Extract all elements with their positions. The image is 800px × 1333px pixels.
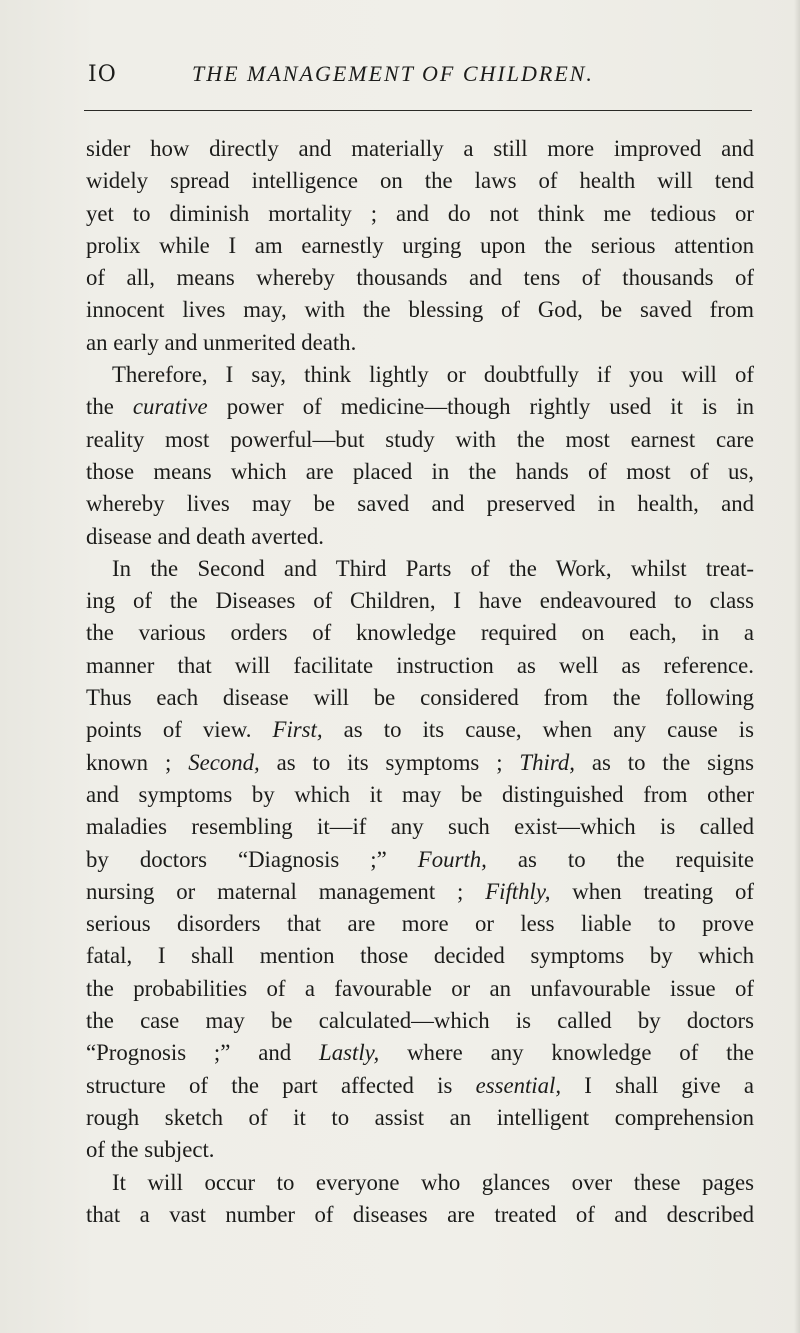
page-edge-shadow: [794, 0, 800, 1333]
header-rule: [84, 110, 752, 111]
italic-term: essential,: [475, 1072, 562, 1098]
text-line: sider how directly and materially a still more improved and: [86, 136, 754, 161]
page-header: [88, 62, 748, 92]
italic-term: Lastly,: [319, 1040, 380, 1066]
text-line: that a vast number of diseases are treated of and described: [86, 1201, 754, 1227]
paragraph-end-line: an early and unmerited death.: [86, 329, 357, 355]
text-line: the probabilities of a favourable or an unfavourable issue of: [86, 975, 754, 1001]
text-line: ing of the Diseases of Children, I have endeavoured to class: [86, 588, 754, 614]
text-line: structure of the part affected is essential, I shall give a: [86, 1072, 755, 1098]
paragraph-end-line: of the subject.: [86, 1137, 215, 1163]
text-line: by doctors “Diagnosis ;” Fourth, as to the requisite: [86, 846, 754, 872]
text-line: yet to diminish mortality ; and do not think me tedious or: [86, 200, 754, 226]
paragraph-start-line: Therefore, I say, think lightly or doubtfully if you will of: [112, 362, 754, 388]
italic-term: First,: [272, 717, 323, 743]
text-line: and symptoms by which it may be distinguished from other: [86, 781, 754, 807]
paragraph-end-line: disease and death averted.: [86, 523, 324, 549]
text-line: of all, means whereby thousands and tens of thousands of: [86, 265, 754, 291]
text-line: manner that will facilitate instruction as well as reference.: [86, 652, 754, 678]
text-line: reality most powerful—but study with the most earnest care: [86, 426, 754, 452]
text-line: serious disorders that are more or less liable to prove: [86, 911, 754, 937]
text-line: fatal, I shall mention those decided symptoms by which: [86, 943, 754, 969]
body-text: [86, 133, 754, 1231]
italic-term: Fifthly,: [485, 878, 551, 904]
text-line: known ; Second, as to its symptoms ; Third, as to the signs: [86, 749, 754, 775]
italic-term: Second,: [188, 749, 260, 775]
text-line: the curative power of medicine—though rightly used it is in: [86, 394, 754, 420]
text-line: “Prognosis ;” and Lastly, where any knowledge of the: [86, 1040, 755, 1066]
text-line: points of view. First, as to its cause, when any cause is: [86, 717, 754, 743]
text-line: Thus each disease will be considered from the following: [86, 685, 754, 711]
paragraph-start-line: In the Second and Third Parts of the Work, whilst treat-: [112, 555, 754, 581]
italic-term: Fourth,: [417, 846, 487, 872]
text-line: prolix while I am earnestly urging upon the serious attention: [86, 232, 754, 258]
text-line: nursing or maternal management ; Fifthly, when treating of: [86, 878, 755, 904]
text-line: maladies resembling it—if any such exist—which is called: [86, 814, 754, 840]
italic-term: Third,: [519, 749, 575, 775]
text-line: those means which are placed in the hands of most of us,: [86, 458, 754, 484]
text-line: widely spread intelligence on the laws of health will tend: [86, 168, 754, 194]
running-title: THE MANAGEMENT OF CHILDREN.: [192, 61, 594, 86]
text-line: whereby lives may be saved and preserved in health, and: [86, 491, 754, 517]
paragraph-start-line: It will occur to everyone who glances over these pages: [112, 1169, 754, 1195]
text-line: innocent lives may, with the blessing of God, be saved from: [86, 297, 754, 323]
italic-term: curative: [132, 394, 208, 420]
text-line: the various orders of knowledge required on each, in a: [86, 620, 754, 646]
text-line: the case may be calculated—which is called by doctors: [86, 1008, 754, 1034]
text-line: rough sketch of it to assist an intelligent comprehension: [86, 1104, 754, 1130]
page-number: IO: [88, 62, 117, 87]
